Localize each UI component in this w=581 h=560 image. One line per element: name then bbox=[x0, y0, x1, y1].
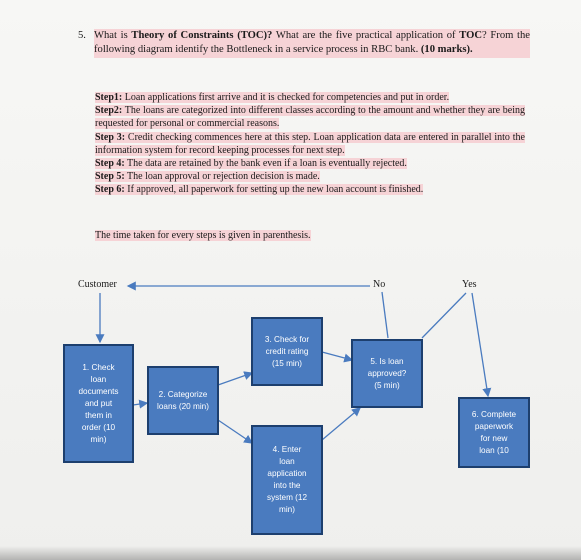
arrow-credit-to-approved bbox=[322, 352, 352, 360]
step-label: Step 5: bbox=[95, 171, 125, 183]
question-number: 5. bbox=[78, 30, 86, 41]
step-box-credit-rating: 3. Check for credit rating (15 min) bbox=[251, 317, 323, 386]
step-label: Step 6: bbox=[95, 184, 125, 196]
question-part: What are the five practical application of bbox=[272, 30, 460, 41]
step-box-check-loan: 1. Check loan documents and put them in order (10 min) bbox=[63, 344, 134, 463]
step-text: If approved, all paperwork for setting up the new loan account is finished. bbox=[124, 184, 424, 196]
question-part: Theory of Constraints (TOC)? bbox=[131, 30, 273, 41]
question-part: (10 marks). bbox=[420, 44, 473, 56]
question-part: What is bbox=[94, 30, 132, 41]
arrow-enter-to-approved bbox=[322, 408, 360, 440]
arrow-approved-to-no bbox=[382, 292, 388, 338]
step-text: Loan applications first arrive and it is checked for competencies and put in order. bbox=[122, 92, 450, 103]
step-label: Step 3: bbox=[95, 131, 126, 143]
yes-label: Yes bbox=[462, 279, 477, 290]
arrow-yes-to-complete bbox=[472, 293, 488, 396]
step-text: The loans are categorized into different classes according to the amount and whether they are being requested for personal or commercial reasons. bbox=[95, 105, 525, 130]
time-note-text: The time taken for every steps is given in parenthesis. bbox=[95, 230, 311, 241]
step-label: Step2: bbox=[95, 105, 123, 117]
no-label: No bbox=[373, 279, 386, 290]
customer-label: Customer bbox=[78, 279, 117, 290]
arrow-categorize-to-credit bbox=[218, 373, 252, 385]
arrow-approved-to-yes bbox=[422, 293, 466, 338]
page-shadow bbox=[0, 546, 581, 560]
step-box-approved: 5. Is loan approved? (5 min) bbox=[351, 339, 423, 408]
arrow-check-to-categorize bbox=[133, 403, 147, 405]
step-box-complete: 6. Complete paperwork for new loan (10 bbox=[458, 397, 530, 468]
step-text: Credit checking commences here at this step. Loan application data are entered in parallel into the information system for record keeping processes for next step. bbox=[95, 131, 525, 156]
arrow-categorize-to-enter bbox=[218, 420, 252, 443]
step-label: Step1: bbox=[95, 92, 123, 103]
question-part: TOC bbox=[459, 30, 483, 41]
question-part: ? From the following diagram identify the Bottleneck in a service process in RBC bank. bbox=[94, 30, 531, 56]
step-box-enter-loan: 4. Enter loan application into the system (12 min) bbox=[251, 425, 323, 535]
step-box-categorize: 2. Categorize loans (20 min) bbox=[147, 366, 219, 435]
step-text: The data are retained by the bank even if a loan is eventually rejected. bbox=[124, 158, 407, 170]
step-text: The loan approval or rejection decision is made. bbox=[124, 171, 320, 183]
step-label: Step 4: bbox=[95, 158, 125, 170]
